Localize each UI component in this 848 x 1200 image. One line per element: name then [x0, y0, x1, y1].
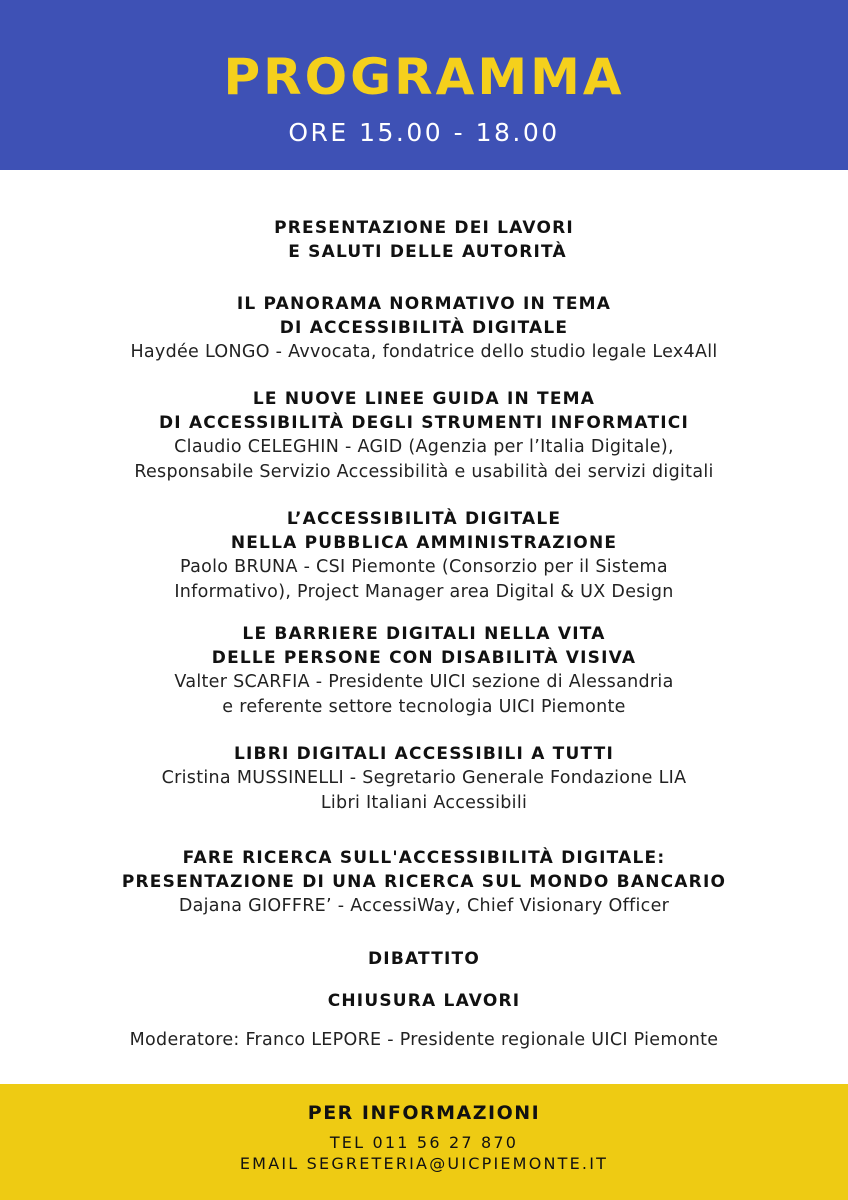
talk-1-title-2: DI ACCESSIBILITÀ DIGITALE	[279, 318, 569, 338]
footer-phone: TEL 011 56 27 870	[329, 1133, 519, 1152]
debate-label: DIBATTITO	[368, 949, 480, 969]
talk-6-speaker-1: Dajana GIOFFRE’ - AccessiWay, Chief Visionary Officer	[178, 896, 670, 916]
event-time: ORE 15.00 - 18.00	[288, 118, 560, 147]
talk-5-speaker-2: Libri Italiani Accessibili	[320, 793, 528, 813]
footer-title: PER INFORMAZIONI	[307, 1102, 541, 1124]
program-talk-6	[0, 846, 848, 919]
talk-4-title-1: LE BARRIERE DIGITALI NELLA VITA	[242, 624, 606, 644]
page-title: PROGRAMMA	[223, 48, 625, 106]
opening-line-1: PRESENTAZIONE DEI LAVORI	[274, 218, 574, 238]
footer-email: EMAIL SEGRETERIA@UICPIEMONTE.IT	[239, 1154, 609, 1173]
program-moderator	[0, 1028, 848, 1053]
talk-3-speaker-1: Paolo BRUNA - CSI Piemonte (Consorzio per il Sistema	[180, 557, 668, 577]
closing-label: CHIUSURA LAVORI	[327, 991, 521, 1011]
program-talk-1	[0, 292, 848, 365]
opening-line-2: E SALUTI DELLE AUTORITÀ	[281, 242, 567, 262]
talk-6-title-1: FARE RICERCA SULL'ACCESSIBILITÀ DIGITALE:	[182, 848, 666, 868]
talk-4-speaker-2: e referente settore tecnologia UICI Piemonte	[222, 697, 626, 717]
talk-4-title-2: DELLE PERSONE CON DISABILITÀ VISIVA	[211, 648, 637, 668]
program-talk-2	[0, 387, 848, 485]
talk-4-speaker-1: Valter SCARFIA - Presidente UICI sezione di Alessandria	[174, 672, 674, 692]
talk-1-title-1: IL PANORAMA NORMATIVO IN TEMA	[236, 294, 612, 314]
program-opening	[0, 216, 848, 264]
talk-2-title-2: DI ACCESSIBILITÀ DEGLI STRUMENTI INFORMATICI	[159, 413, 689, 433]
talk-1-speaker-1: Haydée LONGO - Avvocata, fondatrice dello studio legale Lex4All	[130, 342, 718, 362]
program-talk-4	[0, 622, 848, 720]
talk-6-title-2: PRESENTAZIONE DI UNA RICERCA SUL MONDO BANCARIO	[121, 872, 727, 892]
talk-2-speaker-2: Responsabile Servizio Accessibilità e usabilità dei servizi digitali	[134, 462, 714, 482]
talk-2-title-1: LE NUOVE LINEE GUIDA IN TEMA	[252, 389, 596, 409]
talk-3-title-2: NELLA PUBBLICA AMMINISTRAZIONE	[230, 533, 618, 553]
talk-2-speaker-1: Claudio CELEGHIN - AGID (Agenzia per l’Italia Digitale),	[174, 437, 674, 457]
talk-5-title-1: LIBRI DIGITALI ACCESSIBILI A TUTTI	[234, 744, 614, 764]
moderator-text: Moderatore: Franco LEPORE - Presidente regionale UICI Piemonte	[129, 1030, 719, 1050]
talk-5-speaker-1: Cristina MUSSINELLI - Segretario Generale Fondazione LIA	[161, 768, 687, 788]
program-talk-3	[0, 507, 848, 605]
talk-3-speaker-2: Informativo), Project Manager area Digital & UX Design	[174, 582, 674, 602]
program-closing	[0, 989, 848, 1013]
talk-3-title-1: L’ACCESSIBILITÀ DIGITALE	[286, 509, 562, 529]
program-debate	[0, 947, 848, 971]
program-talk-5	[0, 742, 848, 816]
